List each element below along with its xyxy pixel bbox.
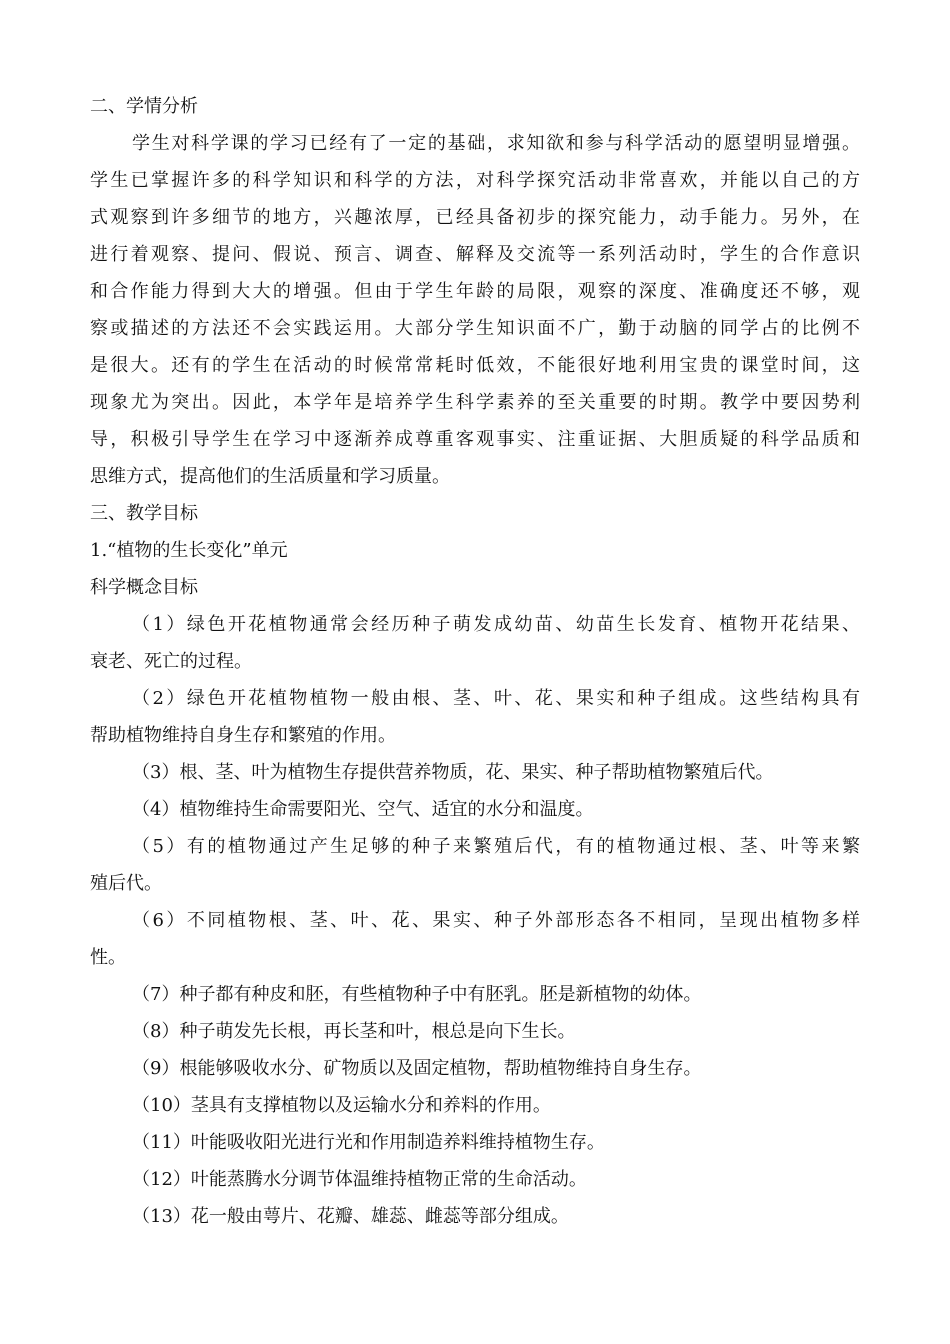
goal-item-line: 衰老、死亡的过程。	[90, 651, 252, 672]
goal-item-line: （2）绿色开花植物植物一般由根、茎、叶、花、果实和种子组成。这些结构具有	[132, 688, 860, 709]
goal-item-line: （3）根、茎、叶为植物生存提供营养物质，花、果实、种子帮助植物繁殖后代。	[132, 762, 774, 783]
goal-item	[90, 754, 860, 791]
goal-item-line: 帮助植物维持自身生存和繁殖的作用。	[90, 725, 396, 746]
goal-item-line: （1）绿色开花植物通常会经历种子萌发成幼苗、幼苗生长发育、植物开花结果、	[132, 614, 860, 635]
goal-item-line: （5）有的植物通过产生足够的种子来繁殖后代，有的植物通过根、茎、叶等来繁	[132, 836, 860, 857]
paragraph-line: 导，积极引导学生在学习中逐渐养成尊重客观事实、注重证据、大胆质疑的科学品质和	[90, 429, 860, 450]
goal-item-line: （9）根能够吸收水分、矿物质以及固定植物，帮助植物维持自身生存。	[132, 1058, 702, 1079]
subheading-concept-goals: 科学概念目标	[90, 577, 198, 598]
goal-item-line: （7）种子都有种皮和胚，有些植物种子中有胚乳。胚是新植物的幼体。	[132, 984, 702, 1005]
goal-item	[90, 976, 860, 1013]
goal-item	[90, 791, 860, 828]
goal-item	[90, 902, 860, 976]
paragraph-line: 现象尤为突出。因此，本学年是培养学生科学素养的至关重要的时期。教学中要因势利	[90, 392, 860, 413]
section-heading-learning-analysis: 二、学情分析	[90, 96, 198, 117]
paragraph-line: 进行着观察、提问、假说、预言、调查、解释及交流等一系列活动时，学生的合作意识	[90, 244, 860, 265]
goal-item-line: （13）花一般由萼片、花瓣、雄蕊、雌蕊等部分组成。	[132, 1206, 569, 1227]
goal-item	[90, 606, 860, 680]
paragraph-line: 学生对科学课的学习已经有了一定的基础，求知欲和参与科学活动的愿望明显增强。	[132, 133, 860, 154]
goal-list	[90, 606, 860, 1235]
paragraph-line: 是很大。还有的学生在活动的时候常常耗时低效，不能很好地利用宝贵的课堂时间，这	[90, 355, 860, 376]
goal-item	[90, 1050, 860, 1087]
paragraph-line: 式观察到许多细节的地方，兴趣浓厚，已经具备初步的探究能力，动手能力。另外，在	[90, 207, 860, 228]
section-heading-teaching-goals: 三、教学目标	[90, 503, 198, 524]
goal-item-line: 殖后代。	[90, 873, 162, 894]
goal-item-line: （10）茎具有支撑植物以及运输水分和养料的作用。	[132, 1095, 551, 1116]
goal-item	[90, 1124, 860, 1161]
goal-item-line: （12）叶能蒸腾水分调节体温维持植物正常的生命活动。	[132, 1169, 587, 1190]
goal-item	[90, 1198, 860, 1235]
learning-analysis-paragraph	[90, 125, 860, 495]
goal-item-line: （11）叶能吸收阳光进行光和作用制造养料维持植物生存。	[132, 1132, 605, 1153]
goal-item	[90, 1013, 860, 1050]
goal-item-line: 性。	[90, 947, 126, 968]
goal-item	[90, 1161, 860, 1198]
goal-item-line: （6）不同植物根、茎、叶、花、果实、种子外部形态各不相同，呈现出植物多样	[132, 910, 860, 931]
paragraph-line: 和合作能力得到大大的增强。但由于学生年龄的局限，观察的深度、准确度还不够，观	[90, 281, 860, 302]
paragraph-line: 察或描述的方法还不会实践运用。大部分学生知识面不广，勤于动脑的同学占的比例不	[90, 318, 860, 339]
goal-item-line: （8）种子萌发先长根，再长茎和叶，根总是向下生长。	[132, 1021, 576, 1042]
goal-item-line: （4）植物维持生命需要阳光、空气、适宜的水分和温度。	[132, 799, 594, 820]
goal-item	[90, 1087, 860, 1124]
paragraph-line: 思维方式，提高他们的生活质量和学习质量。	[90, 466, 450, 487]
goal-item	[90, 828, 860, 902]
unit-title: 1.“植物的生长变化”单元	[90, 540, 288, 561]
paragraph-line: 学生已掌握许多的科学知识和科学的方法，对科学探究活动非常喜欢，并能以自己的方	[90, 170, 860, 191]
goal-item	[90, 680, 860, 754]
